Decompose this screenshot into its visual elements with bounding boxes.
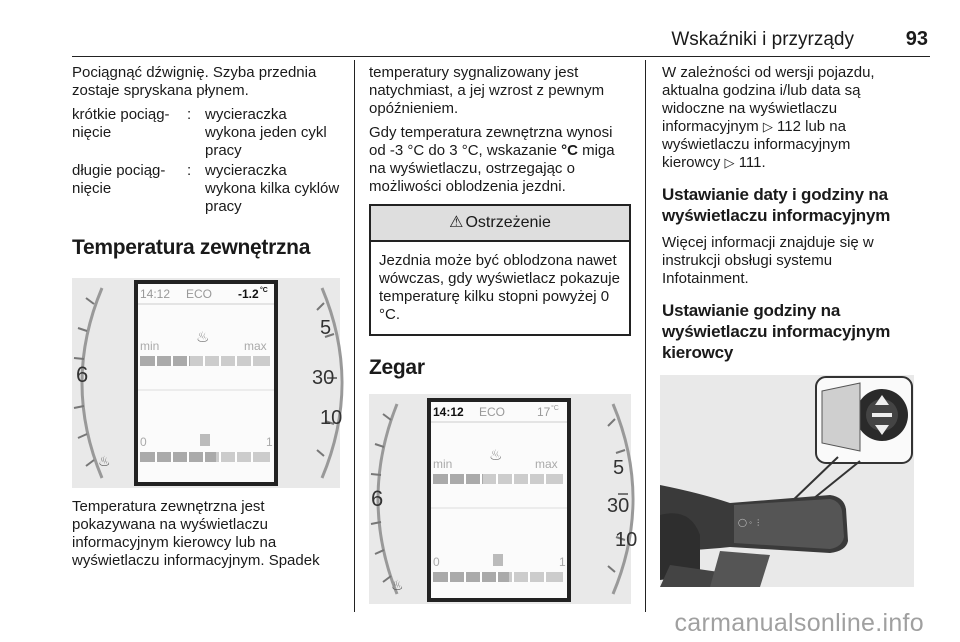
- display-temp-unit: °C: [260, 287, 268, 294]
- column-2: [369, 64, 638, 604]
- intro-text: Pociągnąć dźwignię. Szyba przednia zostaje spryskana płynem.: [72, 64, 317, 99]
- body-text: Temperatura zewnętrzna jest pokazywana na wyświetlaczu informacyjnym kierowcy lub na wyświetlaczu informacyjnym. Spadek: [72, 498, 320, 569]
- gauge-label-30: 30: [607, 495, 630, 517]
- header-title: Wskaźniki i przyrządy: [671, 29, 854, 50]
- column-divider: [645, 60, 646, 612]
- gauge-label-10: 10: [320, 407, 343, 429]
- svg-text:♨: ♨: [489, 446, 503, 464]
- section-title-outside-temperature: Temperatura zewnętrzna: [72, 236, 311, 259]
- gauge-label-10: 10: [615, 529, 638, 551]
- display-time: 14:12: [140, 287, 171, 301]
- definition-row: [72, 106, 340, 162]
- reference-arrow-icon: ▷: [762, 119, 773, 134]
- gauge-label-6: 6: [76, 362, 89, 387]
- reference-arrow-icon: ▷: [724, 155, 735, 170]
- subheading-time-driver-display: Ustawianie godziny na wyświetlaczu informacyjnym kierowcy: [662, 301, 891, 362]
- subheading-date-time-info-display: Ustawianie daty i godziny na wyświetlaczu informacyjnym: [662, 185, 891, 225]
- column-1: [72, 64, 343, 576]
- definition-term: długie pociąg-nięcie: [72, 162, 166, 197]
- instrument-cluster-figure: [72, 278, 343, 488]
- page-header: [72, 26, 930, 57]
- definition-table: [72, 106, 340, 218]
- min-label: min: [140, 339, 160, 353]
- fuel-zero-label: 0: [433, 555, 440, 569]
- min-label: min: [433, 457, 453, 471]
- definition-separator: :: [187, 162, 192, 179]
- display-time: 14:12: [433, 405, 464, 419]
- warning-title: Ostrzeżenie: [465, 214, 551, 231]
- display-mode: ECO: [479, 405, 506, 419]
- display-temp-unit: °C: [551, 405, 559, 412]
- body-text: Więcej informacji znajduje się w instrukcji obsługi systemu Infotainment.: [662, 234, 874, 287]
- display-mode: ECO: [186, 287, 213, 301]
- display-temperature: 17: [537, 405, 551, 419]
- gauge-label-5: 5: [320, 317, 332, 339]
- fuel-one-label: 1: [559, 555, 566, 569]
- definition-desc: wycieraczka wykona jeden cykl pracy: [205, 106, 327, 159]
- max-label: max: [535, 457, 558, 471]
- svg-text:♨: ♨: [391, 578, 404, 594]
- svg-text:◯ ◦ ⋮: ◯ ◦ ⋮: [738, 518, 763, 527]
- svg-text:♨: ♨: [196, 328, 210, 346]
- clock-display-figure: [369, 394, 638, 604]
- body-text: temperatury sygnalizowany jest natychmiast, a jej wzrost z pewnym opóźnieniem.: [369, 64, 605, 117]
- body-text: W zależności od wersji pojazdu, aktualna godzina i/lub data są widoczne na wyświetlaczu informacyjnym ▷ 112 lub na wyświetlaczu informacyjnym kierowcy ▷ 111.: [662, 64, 875, 171]
- fuel-zero-label: 0: [140, 435, 147, 449]
- body-text: Gdy temperatura zewnętrzna wynosi od -3 °C do 3 °C, wskazanie °C miga na wyświetlaczu, ostrzegając o możliwości oblodzenia jezdni.: [369, 124, 615, 195]
- definition-separator: :: [187, 106, 192, 123]
- fuel-pump-icon: [200, 434, 210, 446]
- definition-desc: wycieraczka wykona kilka cyklów pracy: [205, 162, 340, 215]
- section-title-clock: Zegar: [369, 356, 425, 379]
- fuel-one-label: 1: [266, 435, 273, 449]
- column-3: [662, 64, 902, 587]
- column-divider: [354, 60, 355, 612]
- watermark: carmanualsonline.info: [674, 609, 924, 637]
- page-number: 93: [905, 28, 928, 50]
- display-temperature: -1.2: [238, 287, 259, 301]
- svg-text:♨: ♨: [98, 454, 111, 470]
- warning-icon: ⚠: [449, 214, 464, 231]
- gauge-label-5: 5: [613, 457, 625, 479]
- warning-text: Jezdnia może być oblodzona nawet wówczas, gdy wyświetlacz pokazuje temperaturę kilku stopni powyżej 0 °C.: [379, 252, 620, 323]
- warning-box: [369, 204, 631, 336]
- definition-row: [72, 162, 340, 218]
- wiper-lever-figure: [660, 375, 914, 587]
- warning-header: [371, 206, 629, 242]
- max-label: max: [244, 339, 267, 353]
- definition-term: krótkie pociąg-nięcie: [72, 106, 170, 141]
- gauge-label-6: 6: [371, 486, 384, 511]
- fuel-pump-icon: [493, 554, 503, 566]
- gauge-label-30: 30: [312, 367, 335, 389]
